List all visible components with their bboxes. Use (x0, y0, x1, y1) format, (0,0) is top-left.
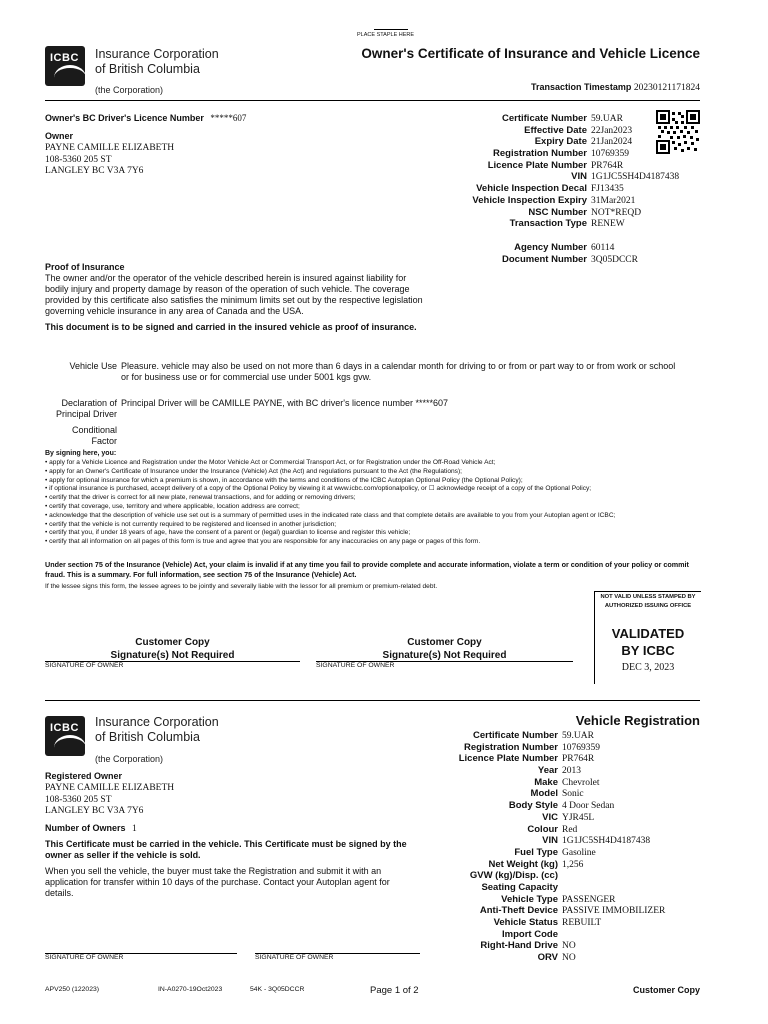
list-item: • certify that you, if under 18 years of age, have the consent of a parent or (legal) guardian to license and register this vehicle; (45, 529, 411, 537)
corp-label: (the Corporation) (95, 85, 164, 95)
field-row: VIN 1G1JC5SH4D4187438 (571, 171, 680, 183)
list-item: • apply for a Vehicle Licence and Registration under the Motor Vehicle Act or Commercial Transport Act, or for Registration under the Off-Road Vehicle Act; (45, 459, 496, 466)
list-item: • certify that coverage, use, territory and where applicable, location address are correct; (45, 502, 300, 510)
sell-vehicle-text: When you sell the vehicle, the buyer must take the Registration and submit it with an application for transfer within 10 days of the purchase. Contact your Autoplan agent for details. (45, 866, 390, 898)
field-row: Anti-Theft Device PASSIVE IMMOBILIZER (479, 905, 666, 917)
icbc-logo-icon: ICBC (45, 716, 85, 756)
field-row: Licence Plate Number PR764R (458, 753, 595, 765)
field-row: VIN 1G1JC5SH4D4187438 (542, 835, 651, 847)
field-row: Fuel Type Gasoline (514, 846, 596, 858)
signature-label-left: SIGNATURE OF OWNER (45, 662, 124, 669)
field-row: Registration Number 10769359 (464, 741, 600, 753)
field-row: Registration Number 10769359 (493, 148, 629, 160)
form-code: APV250 (122023) (45, 986, 100, 993)
field-row: Net Weight (kg) 1,256 (488, 858, 584, 870)
field-row: Transaction Type RENEW (509, 218, 625, 230)
field-row: Vehicle Type PASSENGER (501, 893, 616, 905)
registration-title: Vehicle Registration (575, 713, 700, 728)
number-of-owners: Number of Owners 1 (45, 823, 137, 834)
list-item: • apply for an Owner's Certificate of Insurance under the Insurance (Vehicle) Act (the Act) and regulations pursuant to the Act (the Regulations); (45, 467, 463, 475)
section-divider (45, 700, 700, 701)
field-row: Document Number 3Q05DCCR (502, 253, 638, 265)
proof-text: The owner and/or the operator of the vehicle described herein is insured against liability for bodily injury and property damage by reason of the operation of such vehicle. The coverage provided by this certificate also satisfies the minimum limits set out by the respective legislation governing vehicle insurance in any area of Canada and the USA. (45, 273, 423, 316)
list-item: • certify that all information on all pages of this form is true and agree that you are responsible for any inaccuracies on any page or pages of this form. (45, 538, 481, 546)
registration-fields (430, 730, 665, 964)
owner-label: Owner (45, 131, 74, 141)
field-row: Vehicle Inspection Decal FJ13435 (476, 183, 624, 195)
validated-stamp: VALIDATED BY ICBC (611, 626, 685, 658)
corp-name: Insurance Corporation of British Columbia (95, 715, 219, 744)
doc-code: 54K - 3Q05DCCR (250, 986, 305, 993)
staple-line (374, 29, 408, 30)
conditional-label: Conditional Factor (71, 425, 117, 446)
signing-title: By signing here, you: (45, 450, 117, 457)
validated-date: DEC 3, 2023 (621, 662, 675, 673)
list-item: • certify that the vehicle is not currently required to be registered and licensed in another jurisdiction; (45, 520, 337, 528)
field-row: ORV NO (537, 952, 576, 964)
declaration-label: Declaration of Principal Driver (55, 398, 117, 419)
field-row: NSC Number NOT*REQD (528, 206, 642, 218)
header-divider (45, 100, 700, 101)
field-row: GVW (kg)/Disp. (cc) (469, 870, 558, 882)
carry-certificate-text: This Certificate must be carried in the vehicle. This Certificate must be signed by the owner as seller if the vehicle is sold. (45, 839, 407, 860)
signature-label-right: SIGNATURE OF OWNER (255, 954, 334, 961)
licence-number: Owner's BC Driver's Licence Number *****607 (45, 113, 247, 123)
field-row: Model Sonic (530, 788, 584, 800)
field-row: Seating Capacity (481, 881, 558, 893)
declaration-text: Principal Driver will be CAMILLE PAYNE, with BC driver's licence number *****607 (121, 398, 449, 408)
qr-code-icon (656, 110, 700, 154)
icbc-logo-icon: ICBC (45, 46, 85, 86)
signing-list (45, 459, 705, 547)
corp-label: (the Corporation) (95, 754, 164, 764)
list-item: • acknowledge that the description of vehicle use set out is a summary of permitted uses in the indicated rate class and that complete details are available to you from your Autoplan agent or ICBC; (45, 511, 616, 519)
signature-label-right: SIGNATURE OF OWNER (316, 662, 395, 669)
field-row: Body Style 4 Door Sedan (508, 800, 615, 812)
customer-copy-left: Customer Copy Signature(s) Not Required (110, 637, 235, 661)
field-row: Right-Hand Drive NO (480, 940, 576, 952)
field-row: Year 2013 (537, 765, 581, 777)
field-row: Agency Number 60114 (514, 241, 615, 253)
registered-owner-address: PAYNE CAMILLE ELIZABETH 108-5360 205 ST LANGLEY BC V3A 7Y6 (45, 783, 175, 817)
customer-copy-right: Customer Copy Signature(s) Not Required (382, 637, 507, 661)
registered-owner-label: Registered Owner (45, 771, 123, 781)
field-row: Vehicle Inspection Expiry 31Mar2021 (472, 194, 636, 206)
vehicle-use-text: Pleasure. vehicle may also be used on not more than 6 days in a calendar month for driving to or from or part way to or from work or school or for business use or for commercial use under 5001 kgs gvw. (121, 361, 676, 382)
field-row: VIC YJR45L (542, 811, 595, 823)
list-item: • apply for optional insurance for which a premium is shown, in accordance with the terms and conditions of the ICBC Autoplan Optional Policy (the Optional Policy); (45, 476, 523, 484)
not-valid-text: NOT VALID UNLESS STAMPED BY AUTHORIZED ISSUING OFFICE (600, 594, 696, 609)
certificate-fields (430, 113, 679, 265)
proof-title: Proof of Insurance (45, 262, 125, 272)
page-number: Page 1 of 2 (370, 985, 419, 996)
field-row: Vehicle Status REBUILT (493, 917, 602, 928)
footer-copy: Customer Copy (632, 985, 700, 995)
validation-box (594, 591, 701, 684)
field-row: Certificate Number 59.UAR (473, 730, 594, 741)
timestamp: Transaction Timestamp 20230121171824 (530, 82, 700, 93)
field-row: Make Chevrolet (534, 776, 600, 788)
owner-address: PAYNE CAMILLE ELIZABETH 108-5360 205 ST LANGLEY BC V3A 7Y6 (45, 143, 175, 177)
lessee-text: If the lessee signs this form, the lessee agrees to be jointly and severally liable with the lessor for all premium or premium-related debt. (45, 583, 438, 590)
corp-name: Insurance Corporation of British Columbia (95, 47, 219, 76)
signature-label-left: SIGNATURE OF OWNER (45, 954, 124, 961)
section-75-text: Under section 75 of the Insurance (Vehicle) Act, your claim is invalid if at any time you fail to provide complete and accurate information, violate a term or condition of your policy or commit fraud. This is a summary. For full information, see section 75 of the Insurance (Vehicle) Act. (45, 560, 689, 579)
field-row: Effective Date 22Jan2023 (524, 124, 633, 136)
field-row: Expiry Date 21Jan2024 (534, 136, 633, 148)
field-row: Colour Red (527, 823, 578, 835)
certificate-title: Owner's Certificate of Insurance and Vehicle Licence (361, 46, 700, 61)
list-item: • if optional insurance is purchased, accept delivery of a copy of the Optional Policy by viewing it at www.icbc.com/optionalpolicy, or ☐ acknowledge receipt of a copy of the Optional Policy; (45, 485, 592, 493)
proof-bold: This document is to be signed and carried in the insured vehicle as proof of insurance. (45, 322, 417, 332)
in-code: IN-A0270-19Oct2023 (158, 986, 223, 993)
staple-text: PLACE STAPLE HERE (357, 32, 415, 38)
vehicle-use-label: Vehicle Use (69, 361, 117, 371)
field-row: Import Code (502, 928, 558, 940)
list-item: • certify that the driver is correct for all new plate, renewal transactions, and for adding or removing drivers; (45, 494, 356, 502)
field-row: Licence Plate Number PR764R (487, 159, 624, 171)
field-row: Certificate Number 59.UAR (502, 113, 623, 124)
